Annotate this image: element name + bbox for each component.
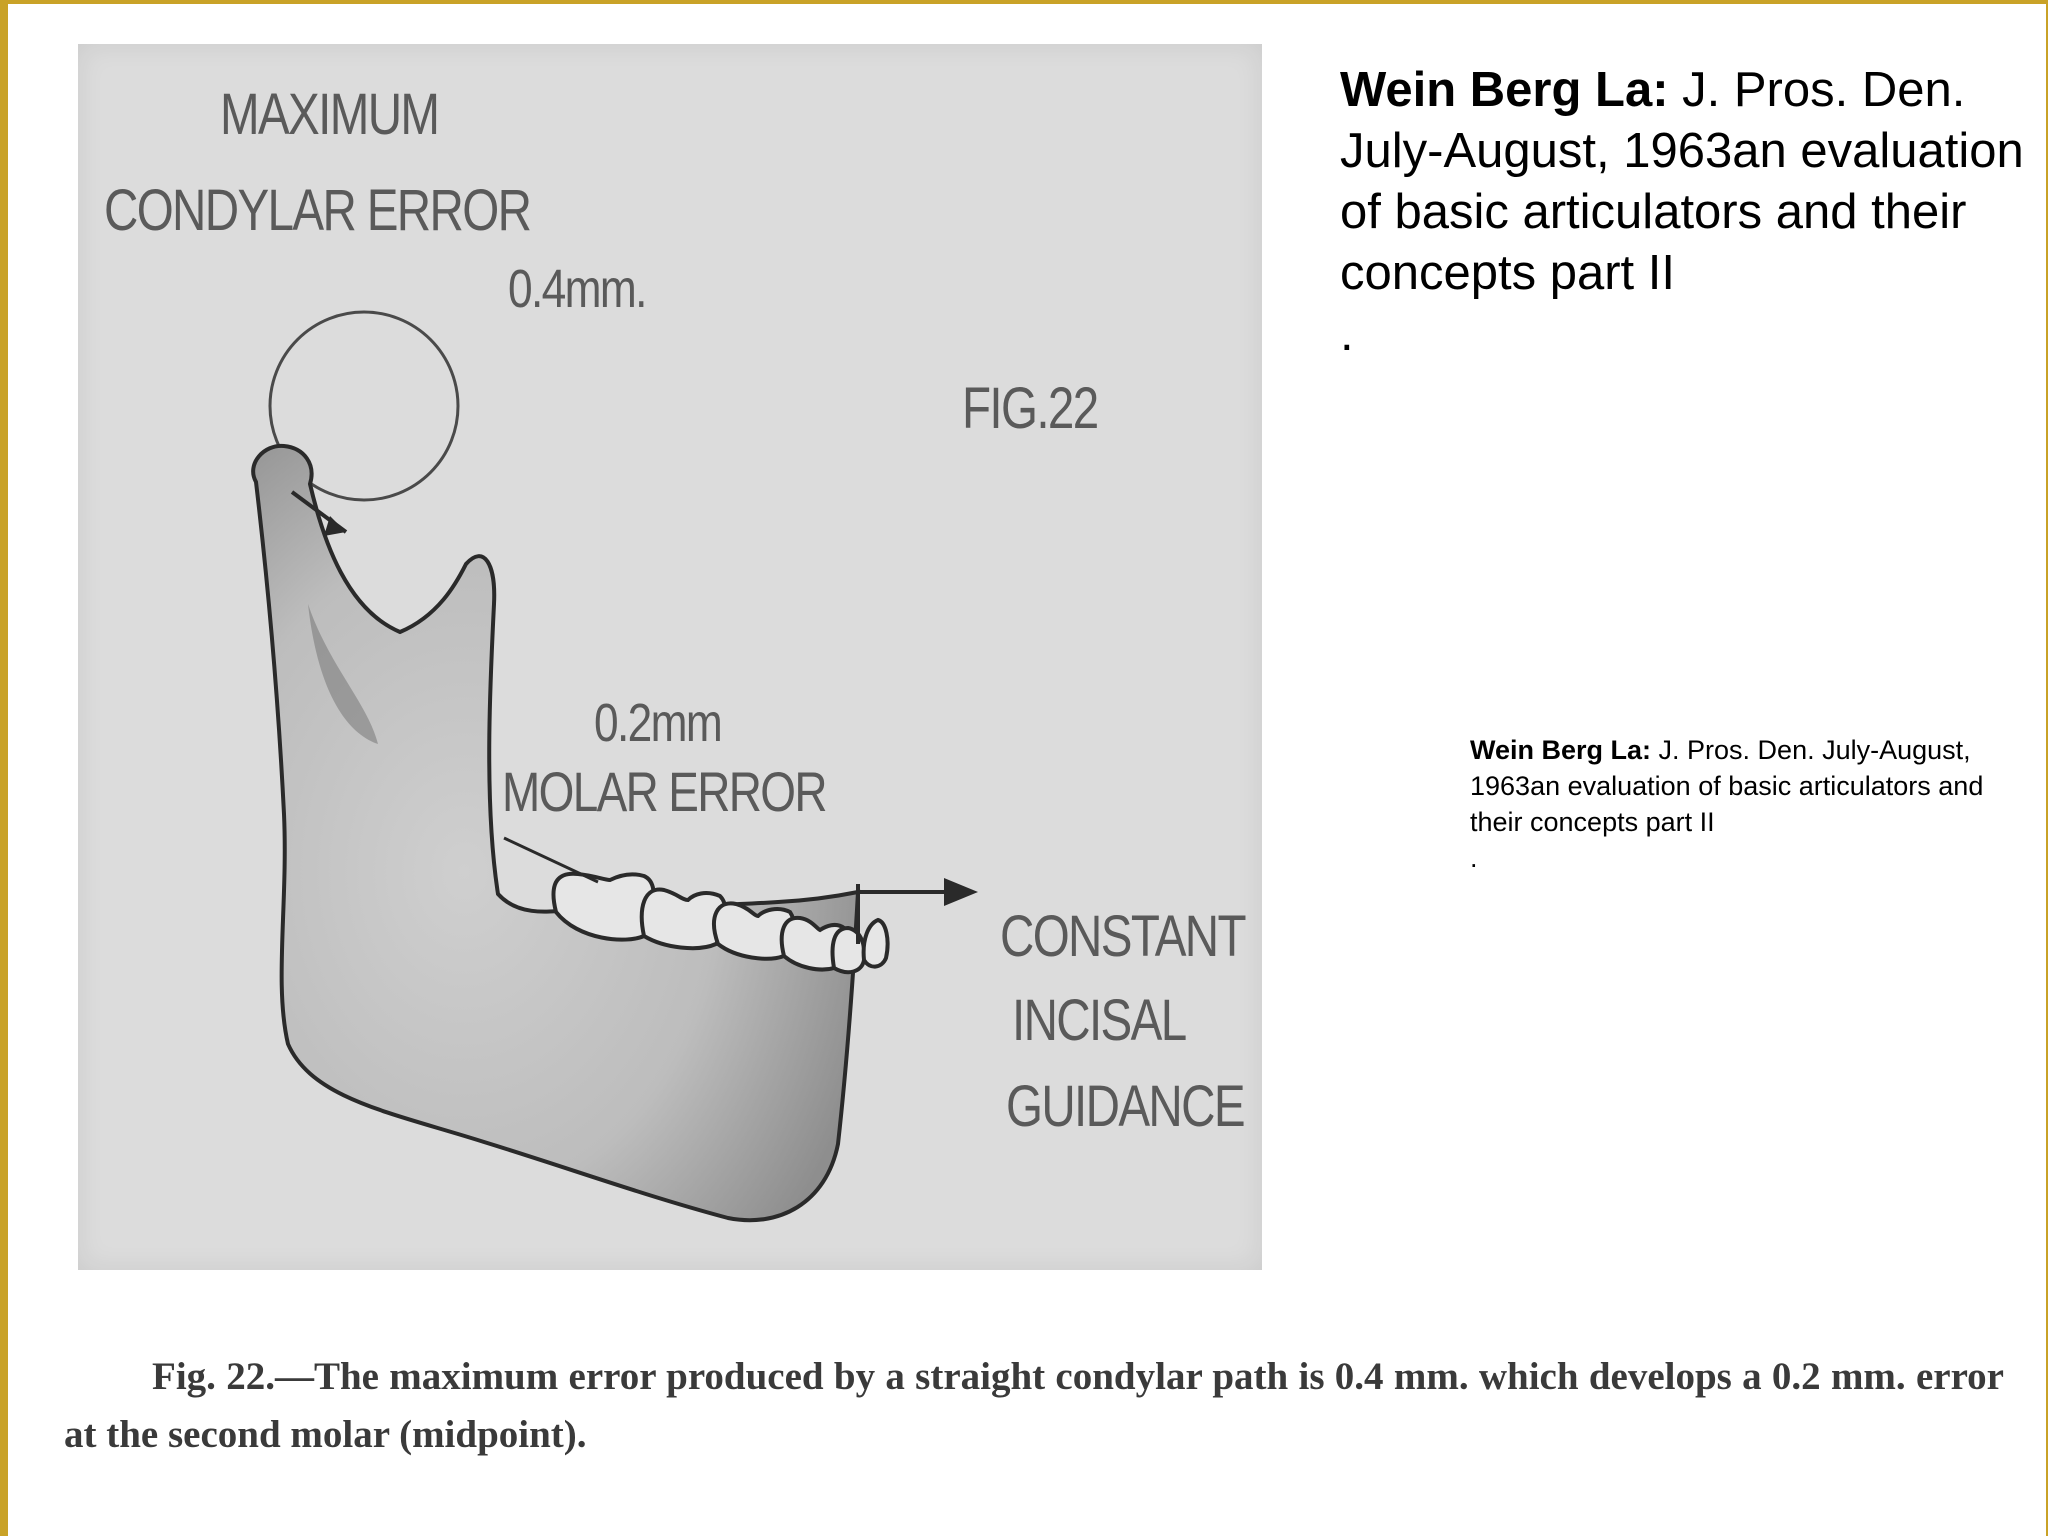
reference-citation: J. Pros. Den. July-August, 1963an evaluation of basic articulators and their concepts part II [1340,63,2024,300]
reference-large [1340,60,2040,365]
label-molar-error: MOLAR ERROR [502,760,826,823]
label-fig-number: FIG.22 [962,376,1098,441]
reference-trailing-dot: . [1340,307,1354,361]
reference-author: Wein Berg La: [1340,63,1669,117]
label-guidance: GUIDANCE [1006,1074,1244,1139]
figure-caption: Fig. 22.—The maximum error produced by a straight condylar path is 0.4 mm. which develops a 0.2 mm. error at the second molar (midpoint). [64,1355,2004,1456]
reference-small [1470,732,2030,876]
label-maximum: MAXIMUM [220,82,439,147]
label-molar-value: 0.2mm [594,693,722,753]
label-constant: CONSTANT [1000,904,1245,969]
reference-author-small: Wein Berg La: [1470,735,1652,765]
label-incisal: INCISAL [1012,988,1186,1053]
label-condylar-error: CONDYLAR ERROR [104,178,531,243]
mandible-figure [78,44,1262,1270]
mandible-shape [253,446,858,1220]
reference-citation-small: J. Pros. Den. July-August, 1963an evaluation of basic articulators and their concepts part II [1470,735,1984,837]
reference-trailing-dot-small: . [1470,843,1478,873]
label-condylar-value: 0.4mm. [508,259,646,319]
